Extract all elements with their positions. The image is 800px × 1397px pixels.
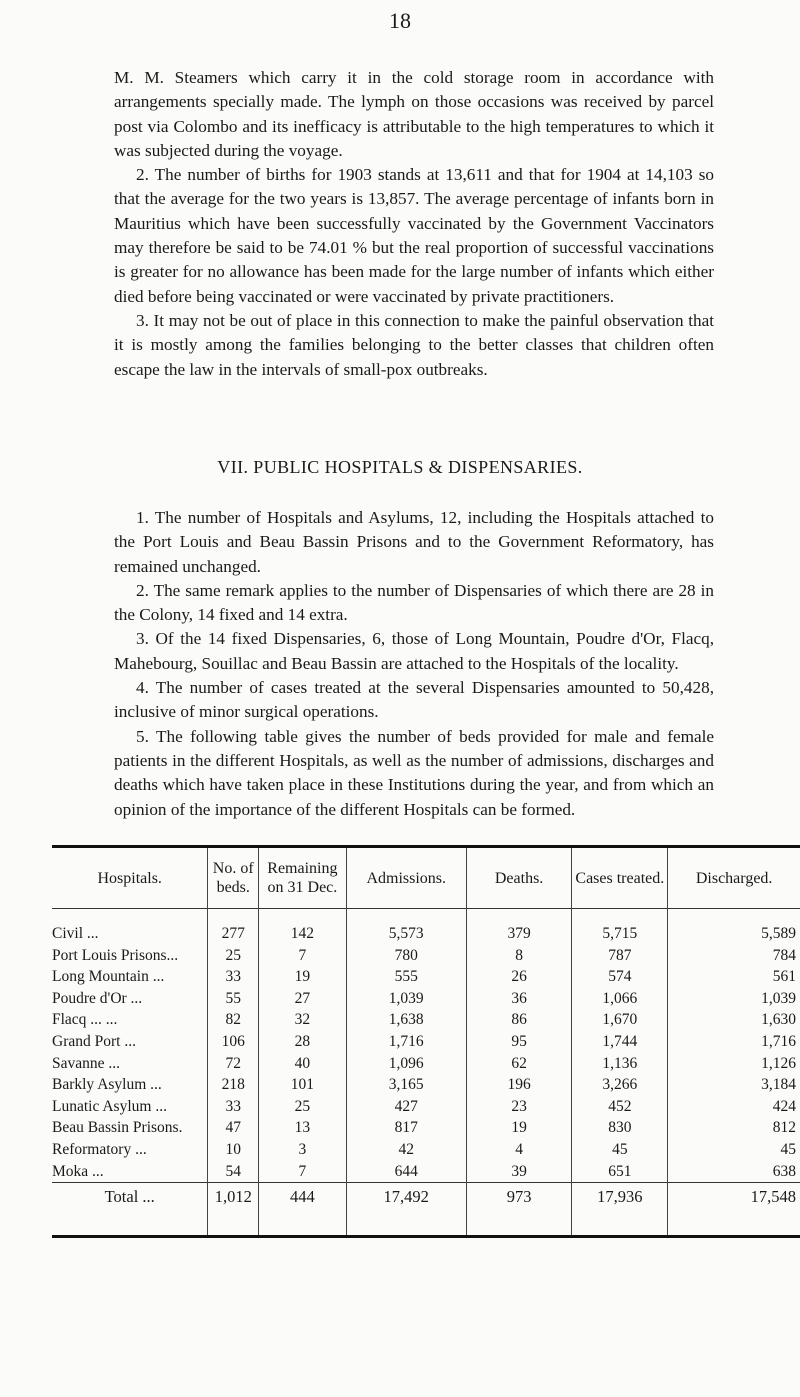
total-deaths: 973 (466, 1183, 572, 1237)
cell-hospital: Civil ... (52, 925, 99, 942)
cell-beds: 72 (208, 1053, 259, 1075)
cell-deaths: 95 (466, 1031, 572, 1053)
table-row (52, 909, 800, 945)
cell-beds: 54 (208, 1161, 259, 1183)
cell-beds: 25 (208, 945, 259, 967)
cell-hospital: Barkly Asylum ... (52, 1076, 162, 1094)
section-text (114, 506, 714, 822)
cell-deaths: 19 (466, 1117, 572, 1139)
cell-admissions: 1,638 (346, 1009, 466, 1031)
cell-discharged: 561 (668, 966, 800, 988)
cell-admissions: 5,573 (346, 909, 466, 945)
cell-cases: 5,715 (572, 909, 668, 945)
cell-admissions: 817 (346, 1117, 466, 1139)
cell-deaths: 196 (466, 1074, 572, 1096)
page-number: 18 (389, 8, 411, 33)
cell-hospital: Lunatic Asylum ... (52, 1097, 167, 1115)
cell-beds: 55 (208, 988, 259, 1010)
cell-discharged: 784 (668, 945, 800, 967)
cell-cases: 830 (572, 1117, 668, 1139)
cell-beds: 10 (208, 1139, 259, 1161)
intro-paragraph: 3. It may not be out of place in this connection to make the painful observation that it is mostly among the families belonging to the better classes that children often escape the law in the intervals of small-pox outbreaks. (114, 310, 714, 379)
table-row (52, 1009, 800, 1031)
cell-cases: 1,066 (572, 988, 668, 1010)
header-discharged: Discharged. (668, 847, 800, 909)
cell-hospital: Moka ... (52, 1162, 104, 1180)
cell-beds: 106 (208, 1031, 259, 1053)
cell-discharged: 638 (668, 1161, 800, 1183)
cell-admissions: 1,716 (346, 1031, 466, 1053)
cell-cases: 1,744 (572, 1031, 668, 1053)
cell-beds: 33 (208, 966, 259, 988)
cell-cases: 452 (572, 1096, 668, 1118)
table-row (52, 1096, 800, 1118)
cell-remaining: 13 (259, 1117, 347, 1139)
cell-discharged: 5,589 (668, 909, 800, 945)
cell-deaths: 26 (466, 966, 572, 988)
cell-deaths: 39 (466, 1161, 572, 1183)
intro-paragraph: M. M. Steamers which carry it in the cold storage room in accordance with arrangements specially made. The lymph on those occasions was received by parcel post via Colombo and its inefficacy is attributable to the high temperatures to which it was subjected during the voyage. (114, 68, 714, 160)
cell-beds: 33 (208, 1096, 259, 1118)
table-row (52, 1139, 800, 1161)
cell-beds: 47 (208, 1117, 259, 1139)
cell-admissions: 644 (346, 1161, 466, 1183)
cell-admissions: 780 (346, 945, 466, 967)
hospitals-table (52, 845, 800, 1238)
table-row (52, 1031, 800, 1053)
cell-cases: 1,136 (572, 1053, 668, 1075)
cell-hospital: Savanne ... (52, 1054, 121, 1072)
cell-admissions: 427 (346, 1096, 466, 1118)
section-paragraph: 2. The same remark applies to the number of Dispensaries of which there are 28 in the Colony, 14 fixed and 14 extra. (114, 580, 714, 625)
cell-cases: 787 (572, 945, 668, 967)
section-paragraph: 3. Of the 14 fixed Dispensaries, 6, those of Long Mountain, Poudre d'Or, Flacq, Mahebourg, Souillac and Beau Bassin are attached to the Hospitals of the locality. (114, 629, 714, 673)
total-label: Total ... (52, 1183, 208, 1237)
cell-beds: 218 (208, 1074, 259, 1096)
header-admissions: Admissions. (346, 847, 466, 909)
intro-text (114, 66, 714, 382)
cell-remaining: 32 (259, 1009, 347, 1031)
cell-cases: 1,670 (572, 1009, 668, 1031)
cell-hospital: Beau Bassin Prisons. (52, 1119, 183, 1137)
cell-discharged: 3,184 (668, 1074, 800, 1096)
cell-deaths: 23 (466, 1096, 572, 1118)
header-cases: Cases treated. (572, 847, 668, 909)
cell-beds: 277 (208, 909, 259, 945)
cell-hospital: Grand Port ... (52, 1032, 136, 1050)
cell-discharged: 424 (668, 1096, 800, 1118)
cell-admissions: 3,165 (346, 1074, 466, 1096)
section-paragraph: 5. The following table gives the number of beds provided for male and female patients in the different Hospitals, as well as the number of admissions, discharges and deaths which have taken place in these Institutions during the year, and from which an opinion of the importance of the different Hospitals can be formed. (114, 726, 714, 819)
cell-discharged: 45 (668, 1139, 800, 1161)
cell-remaining: 142 (259, 909, 347, 945)
cell-discharged: 1,039 (668, 988, 800, 1010)
cell-hospital: Port Louis Prisons... (52, 946, 179, 964)
cell-remaining: 40 (259, 1053, 347, 1075)
table-row (52, 966, 800, 988)
intro-paragraph: 2. The number of births for 1903 stands at 13,611 and that for 1904 at 14,103 so that the average for the two years is 13,857. The average percentage of infants born in Mauritius which have been successfully vaccinated by the Government Vaccinators may therefore be said to be 74.01 % but the real proportion of successful vaccinations is greater for no allowance has been made for the large number of infants which either died before being vaccinated or were vaccinated by private practitioners. (114, 165, 714, 306)
cell-cases: 3,266 (572, 1074, 668, 1096)
cell-cases: 651 (572, 1161, 668, 1183)
cell-remaining: 19 (259, 966, 347, 988)
total-discharged: 17,548 (668, 1183, 800, 1237)
header-row (52, 847, 800, 909)
cell-discharged: 1,126 (668, 1053, 800, 1075)
section-heading: VII. PUBLIC HOSPITALS & DISPENSARIES. (217, 457, 583, 477)
cell-discharged: 1,630 (668, 1009, 800, 1031)
cell-remaining: 3 (259, 1139, 347, 1161)
total-beds: 1,012 (208, 1183, 259, 1237)
cell-deaths: 36 (466, 988, 572, 1010)
cell-remaining: 101 (259, 1074, 347, 1096)
cell-discharged: 1,716 (668, 1031, 800, 1053)
cell-remaining: 28 (259, 1031, 347, 1053)
table-header (52, 847, 800, 909)
table-row (52, 1161, 800, 1183)
cell-hospital: Flacq ... ... (52, 1011, 118, 1029)
header-deaths: Deaths. (466, 847, 572, 909)
cell-admissions: 1,039 (346, 988, 466, 1010)
cell-admissions: 42 (346, 1139, 466, 1161)
section-paragraph: 1. The number of Hospitals and Asylums, 12, including the Hospitals attached to the Port Louis and Beau Bassin Prisons and to the Government Reformatory, has remained unchanged. (114, 508, 714, 576)
cell-admissions: 555 (346, 966, 466, 988)
total-admissions: 17,492 (346, 1183, 466, 1237)
table-row (52, 945, 800, 967)
cell-admissions: 1,096 (346, 1053, 466, 1075)
cell-deaths: 8 (466, 945, 572, 967)
total-remaining: 444 (259, 1183, 347, 1237)
header-beds: No. of beds. (208, 847, 259, 909)
cell-hospital: Poudre d'Or ... (52, 989, 143, 1007)
cell-remaining: 27 (259, 988, 347, 1010)
cell-deaths: 86 (466, 1009, 572, 1031)
cell-deaths: 4 (466, 1139, 572, 1161)
cell-deaths: 379 (466, 909, 572, 945)
table-row (52, 1117, 800, 1139)
cell-remaining: 25 (259, 1096, 347, 1118)
cell-beds: 82 (208, 1009, 259, 1031)
cell-cases: 45 (572, 1139, 668, 1161)
table-row (52, 1053, 800, 1075)
header-hospitals: Hospitals. (97, 869, 162, 887)
table-row (52, 1074, 800, 1096)
cell-deaths: 62 (466, 1053, 572, 1075)
total-cases: 17,936 (572, 1183, 668, 1237)
table-body (52, 909, 800, 1237)
table-row (52, 988, 800, 1010)
cell-cases: 574 (572, 966, 668, 988)
total-row (52, 1183, 800, 1237)
cell-discharged: 812 (668, 1117, 800, 1139)
cell-remaining: 7 (259, 1161, 347, 1183)
section-paragraph: 4. The number of cases treated at the several Dispensaries amounted to 50,428, inclusive of minor surgical operations. (114, 678, 714, 722)
cell-hospital: Reformatory ... (52, 1140, 147, 1158)
cell-hospital: Long Mountain ... (52, 968, 165, 986)
header-remaining: Remaining on 31 Dec. (259, 847, 347, 909)
cell-remaining: 7 (259, 945, 347, 967)
